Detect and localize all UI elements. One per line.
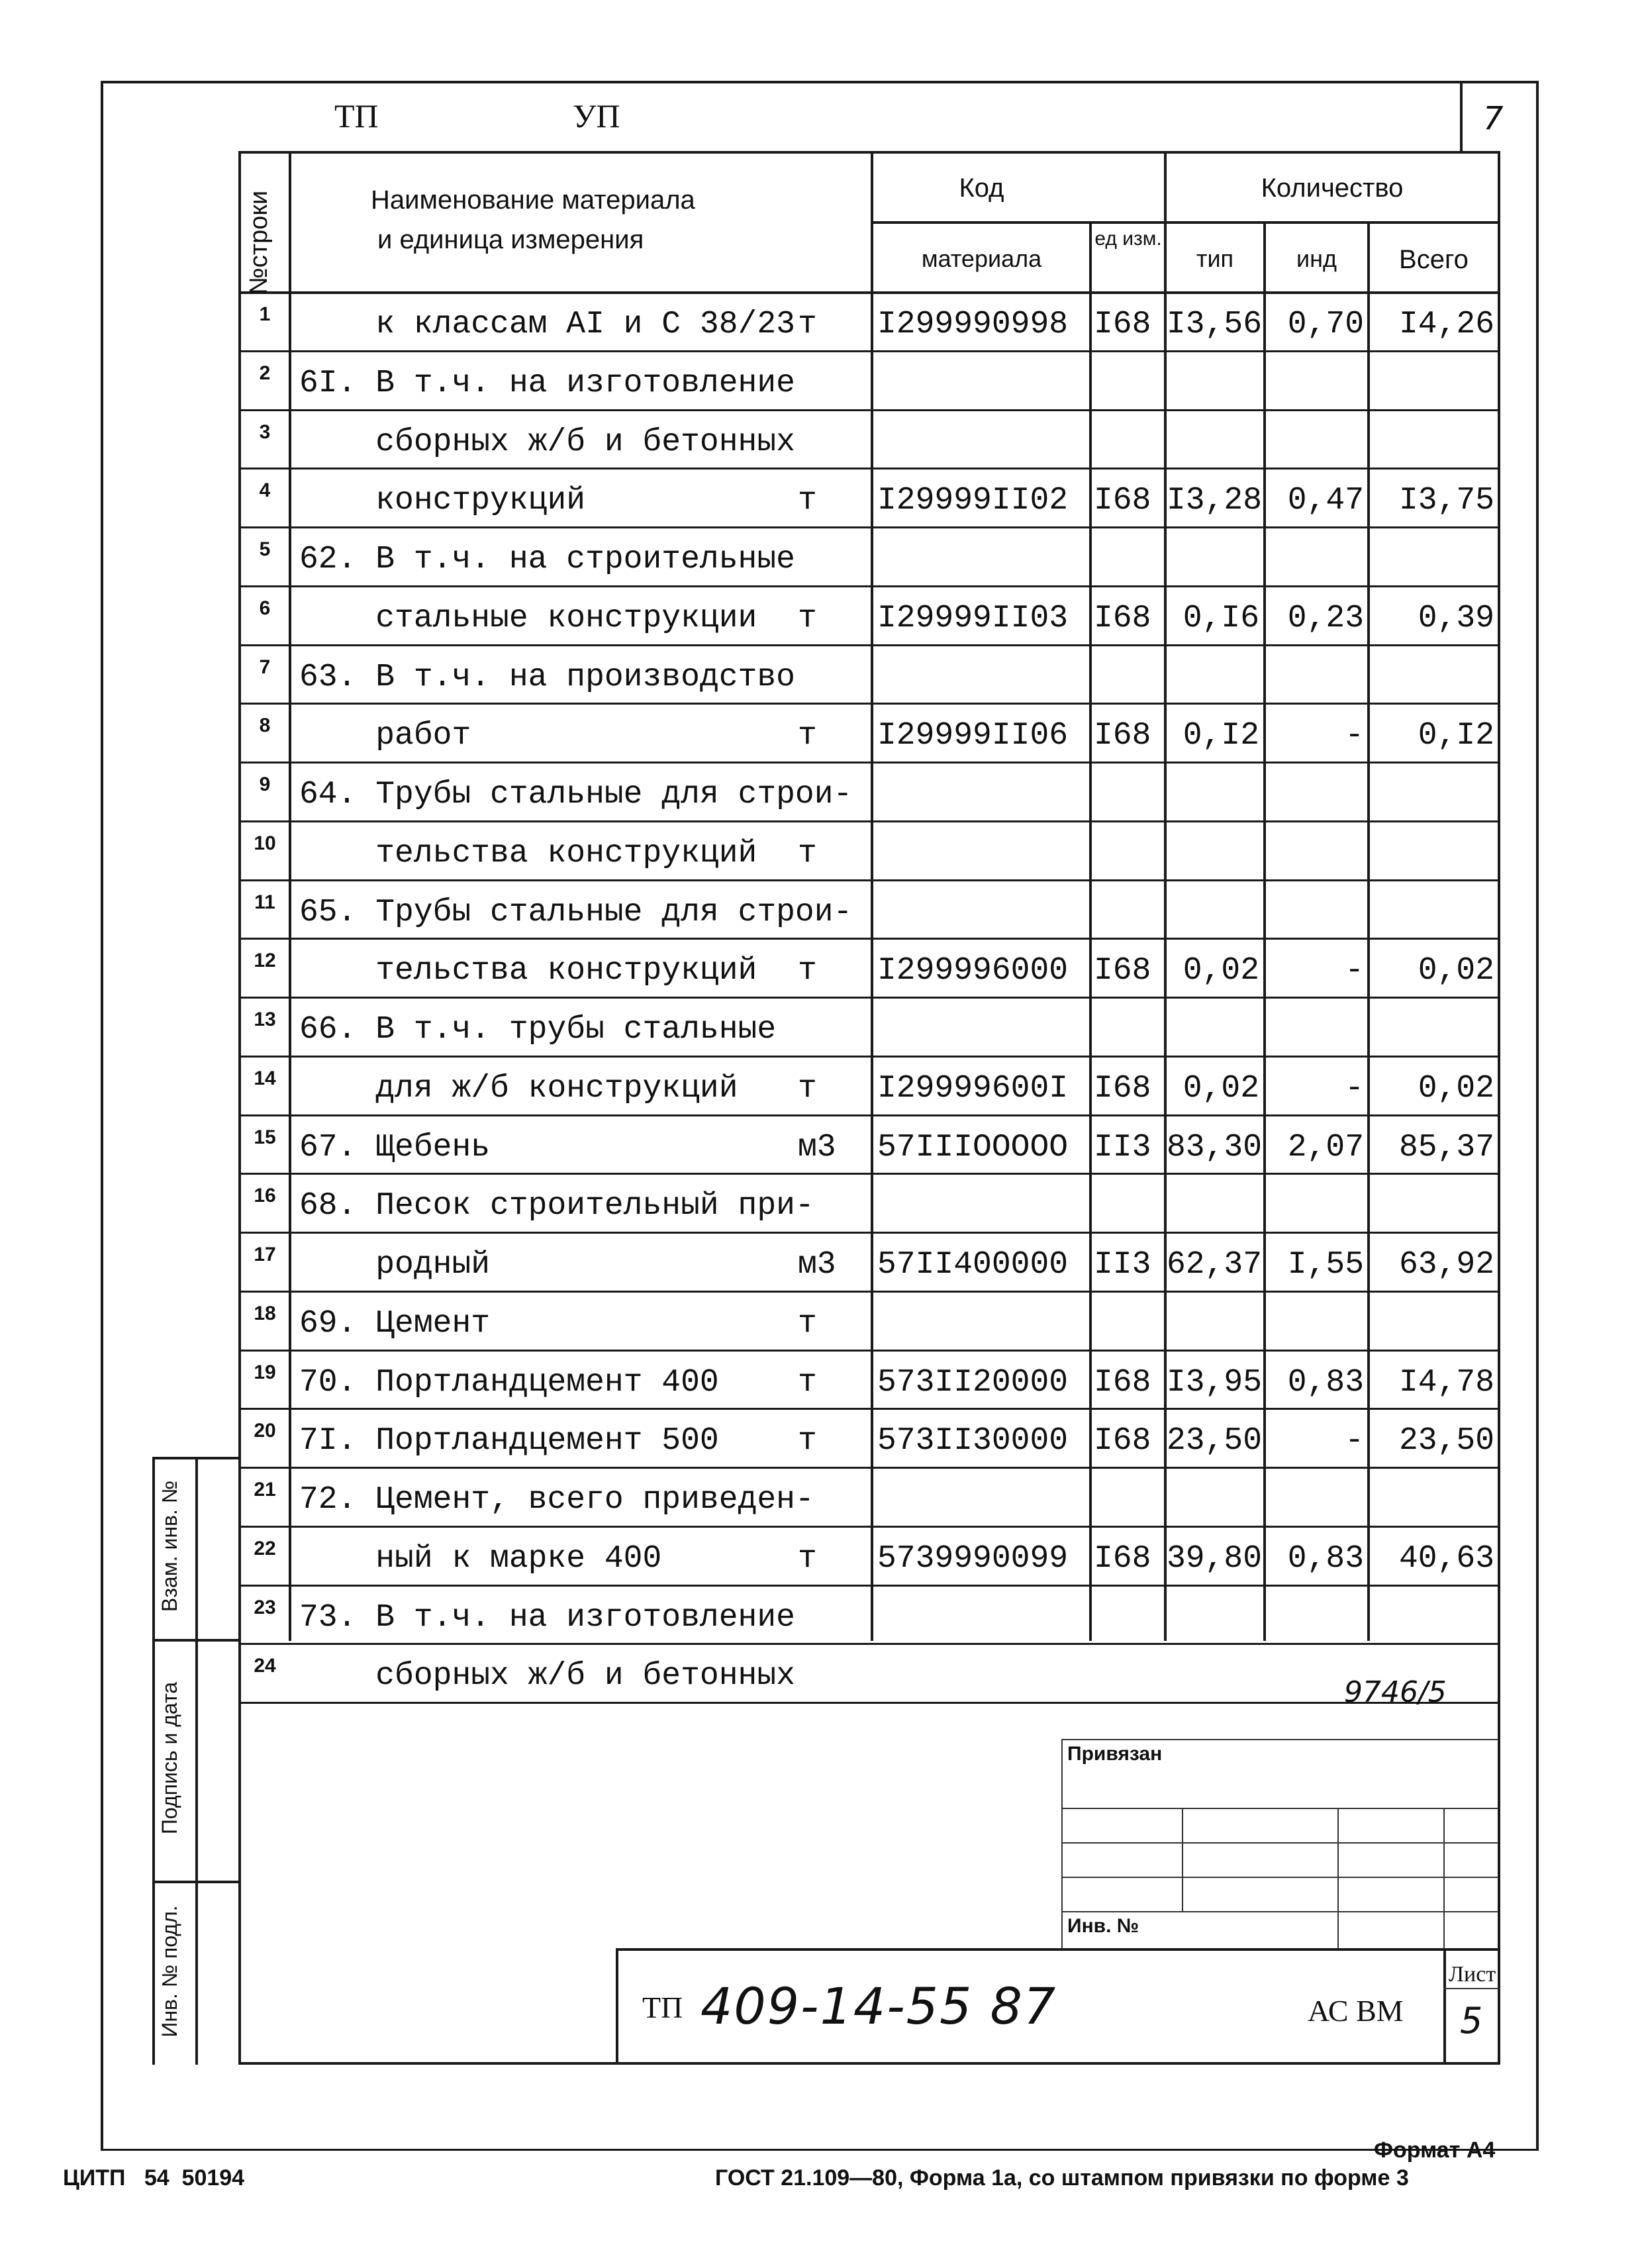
row-cell-code: I29999II03	[877, 601, 1069, 636]
side-stamp-mid	[195, 1457, 198, 2065]
row-cell-code: I29999II06	[877, 718, 1069, 754]
row-divider	[238, 1173, 1500, 1175]
row-cell-name: ный к марке 400	[299, 1541, 662, 1577]
side-podpis-label: Подпись и дата	[158, 1681, 181, 1835]
row-cell-n: 8	[259, 715, 271, 736]
row-divider	[238, 350, 1500, 352]
table-top	[238, 151, 1500, 154]
header-page-divider	[1460, 81, 1463, 152]
row-divider	[238, 526, 1500, 528]
row-cell-name: 65. Трубы стальные для строи-	[299, 895, 853, 930]
row-cell-ind: -	[1345, 953, 1364, 989]
doc-number: 409-14-55 87	[700, 1977, 1057, 2036]
row-cell-ind: 0,83	[1287, 1365, 1364, 1401]
doc-section: АС ВМ	[1308, 1994, 1404, 2028]
side-vzam-label: Взам. инв. №	[158, 1480, 181, 1612]
header-code: Код	[959, 173, 1004, 203]
row-cell-unit: т	[798, 836, 817, 871]
row-cell-tip: 39,80	[1167, 1541, 1263, 1577]
row-cell-n: 14	[254, 1067, 276, 1089]
row-cell-unit: т	[798, 1423, 817, 1459]
header-rownum: №строки	[245, 190, 273, 295]
row-cell-total: I3,75	[1398, 483, 1494, 518]
row-cell-name: конструкций	[299, 483, 586, 518]
row-cell-ucode: I68	[1094, 1423, 1151, 1459]
row-cell-tip: 62,37	[1167, 1247, 1263, 1283]
header-tp: ТП	[334, 97, 379, 134]
list-label: Лист	[1449, 1962, 1496, 1987]
doc-prefix: ТП	[642, 1991, 683, 2024]
header-qty: Количество	[1261, 173, 1404, 203]
row-cell-n: 18	[254, 1303, 276, 1324]
stamp-privyazan-top	[1061, 1739, 1498, 1740]
row-cell-n: 3	[259, 421, 271, 443]
header-name-line1: Наименование материала	[371, 185, 695, 215]
row-cell-code: 573II20000	[877, 1365, 1069, 1401]
row-cell-name: сборных ж/б и бетонных	[299, 1658, 795, 1694]
stamp-grid-v3	[1443, 1808, 1445, 1949]
side-stamp-top	[152, 1457, 241, 1459]
stamp-privyazan-left	[1061, 1739, 1063, 1949]
row-cell-name: 72. Цемент, всего приведен-	[299, 1482, 814, 1518]
row-cell-unit: м3	[798, 1247, 836, 1283]
stamp-grid-3	[1061, 1877, 1498, 1878]
row-divider	[238, 1643, 1500, 1645]
side-stamp-sep1	[152, 1639, 241, 1642]
row-cell-n: 13	[254, 1009, 276, 1030]
row-cell-ucode: I68	[1094, 718, 1151, 754]
row-divider	[238, 1408, 1500, 1410]
row-cell-tip: 83,30	[1167, 1130, 1263, 1165]
row-cell-n: 22	[254, 1538, 276, 1559]
row-cell-code: 573II30000	[877, 1423, 1069, 1459]
row-cell-ucode: I68	[1094, 601, 1151, 636]
header-qty-type: тип	[1196, 245, 1234, 272]
row-divider	[238, 468, 1500, 469]
row-cell-ind: -	[1345, 1071, 1364, 1107]
row-cell-code: I29999600I	[877, 1071, 1069, 1107]
row-cell-n: 1	[259, 303, 271, 325]
stamp-grid-1	[1061, 1808, 1498, 1809]
row-cell-unit: т	[798, 307, 817, 342]
table-col-ucode	[1089, 222, 1092, 1641]
row-cell-name: 62. В т.ч. на строительные	[299, 542, 795, 577]
side-stamp-sep2	[152, 1881, 241, 1883]
row-cell-total: 40,63	[1398, 1541, 1494, 1577]
row-cell-tip: I3,95	[1167, 1365, 1263, 1401]
row-cell-total: 23,50	[1398, 1423, 1494, 1459]
row-divider	[238, 938, 1500, 940]
row-cell-n: 24	[254, 1655, 276, 1677]
row-cell-tip: I3,28	[1167, 483, 1263, 518]
row-cell-n: 9	[259, 773, 271, 795]
header-up: УП	[573, 97, 620, 134]
row-cell-ind: -	[1345, 1423, 1364, 1459]
row-cell-name: 70. Портландцемент 400	[299, 1365, 719, 1401]
frame-bottom	[101, 2149, 1539, 2151]
frame-right	[1536, 81, 1539, 2150]
row-cell-name: к классам AI и C 38/23	[299, 307, 795, 342]
row-cell-ind: -	[1345, 718, 1364, 754]
row-cell-name: 68. Песок строительный при-	[299, 1188, 814, 1224]
row-cell-tip: 0,02	[1183, 953, 1259, 989]
row-cell-n: 19	[254, 1361, 276, 1383]
frame-left	[101, 81, 103, 2150]
title-block-top	[616, 1948, 1500, 1951]
row-cell-name: 69. Цемент	[299, 1306, 491, 1342]
header-code-unit: ед изм.	[1094, 228, 1162, 250]
header-page-mark: 7	[1483, 100, 1504, 137]
row-cell-tip: 0,I6	[1183, 601, 1259, 636]
row-cell-name: для ж/б конструкций	[299, 1071, 738, 1107]
row-cell-unit: т	[798, 953, 817, 989]
row-cell-unit: т	[798, 1071, 817, 1107]
title-block-bottom	[616, 2062, 1500, 2065]
row-cell-total: 0,02	[1418, 953, 1494, 989]
row-cell-n: 15	[254, 1126, 276, 1148]
list-number: 5	[1460, 2000, 1483, 2042]
row-cell-name: 73. В т.ч. на изготовление	[299, 1600, 795, 1636]
row-divider	[238, 585, 1500, 587]
table-col-qty	[1164, 151, 1167, 1641]
row-cell-n: 6	[259, 597, 271, 619]
row-cell-n: 7	[259, 656, 271, 678]
row-cell-total: 0,39	[1418, 601, 1494, 636]
row-cell-unit: т	[798, 1541, 817, 1577]
table-right	[1498, 151, 1500, 2065]
row-cell-n: 12	[254, 950, 276, 971]
row-divider	[238, 1526, 1500, 1528]
row-cell-code: I29999II02	[877, 483, 1069, 518]
row-cell-total: I4,78	[1398, 1365, 1494, 1401]
row-divider	[238, 1350, 1500, 1352]
row-cell-name: 6I. В т.ч. на изготовление	[299, 366, 795, 401]
stamp-grid-4	[1061, 1911, 1498, 1912]
row-cell-n: 2	[259, 362, 271, 384]
row-cell-unit: м3	[798, 1130, 836, 1165]
row-cell-ind: 2,07	[1287, 1130, 1364, 1165]
row-cell-tip: I3,56	[1167, 307, 1263, 342]
row-cell-code: 5739990099	[877, 1541, 1069, 1577]
row-cell-name: тельства конструкций	[299, 836, 757, 871]
header-name-line2: и единица измерения	[377, 225, 644, 254]
row-cell-n: 4	[259, 479, 271, 501]
stamp-grid-2	[1061, 1842, 1498, 1844]
row-cell-ind: I,55	[1287, 1247, 1364, 1283]
row-cell-name: 63. В т.ч. на производство	[299, 660, 795, 695]
row-cell-name: стальные конструкции	[299, 601, 757, 636]
row-cell-tip: 0,02	[1183, 1071, 1259, 1107]
row-cell-name: сборных ж/б и бетонных	[299, 424, 795, 460]
row-cell-ind: 0,83	[1287, 1541, 1364, 1577]
title-block-left	[616, 1948, 618, 2065]
row-cell-code: 57IIIOOOOO	[877, 1130, 1069, 1165]
row-cell-ind: 0,23	[1287, 601, 1364, 636]
row-cell-total: I4,26	[1398, 307, 1494, 342]
row-cell-ucode: I68	[1094, 1365, 1151, 1401]
frame-top	[101, 81, 1539, 83]
table-col-code	[871, 151, 873, 1641]
row-cell-n: 11	[254, 891, 275, 913]
row-cell-ucode: I68	[1094, 1071, 1151, 1107]
handwritten-reference: 9746/5	[1344, 1675, 1447, 1709]
row-cell-name: 67. Щебень	[299, 1130, 491, 1165]
row-divider	[238, 1702, 1500, 1704]
row-cell-ucode: II3	[1094, 1247, 1151, 1283]
row-cell-name: 7I. Портландцемент 500	[299, 1423, 719, 1459]
row-cell-name: работ	[299, 718, 471, 754]
stamp-grid-v1	[1182, 1808, 1183, 1911]
row-cell-ucode: II3	[1094, 1130, 1151, 1165]
footer-left: ЦИТП 54 50194	[63, 2165, 245, 2191]
row-cell-name: 66. В т.ч. трубы стальные	[299, 1012, 777, 1048]
row-cell-name: тельства конструкций	[299, 953, 757, 989]
header-subdivider	[871, 221, 1500, 224]
row-divider	[238, 820, 1500, 822]
row-cell-n: 17	[254, 1244, 276, 1265]
row-divider	[238, 1056, 1500, 1058]
row-cell-ucode: I68	[1094, 953, 1151, 989]
row-cell-n: 16	[254, 1185, 276, 1207]
row-cell-name: родный	[299, 1247, 491, 1283]
row-divider	[238, 997, 1500, 999]
row-divider	[238, 703, 1500, 705]
row-cell-total: 63,92	[1398, 1247, 1494, 1283]
row-cell-unit: т	[798, 1365, 817, 1401]
row-cell-n: 20	[254, 1420, 276, 1442]
header-qty-ind: инд	[1296, 245, 1337, 272]
format-label: Формат А4	[1374, 2138, 1496, 2163]
row-cell-ind: 0,47	[1287, 483, 1364, 518]
list-cell-left	[1443, 1948, 1446, 2065]
row-cell-unit: т	[798, 1306, 817, 1342]
header-qty-total: Всего	[1399, 245, 1469, 274]
row-divider	[238, 762, 1500, 764]
footer-right: ГОСТ 21.109—80, Форма 1а, со штампом привязки по форме 3	[715, 2165, 1409, 2191]
row-cell-n: 5	[259, 538, 271, 560]
row-cell-n: 21	[254, 1479, 276, 1501]
row-cell-n: 23	[254, 1597, 276, 1618]
row-cell-name: 64. Трубы стальные для строи-	[299, 777, 853, 813]
row-cell-unit: т	[798, 718, 817, 754]
row-cell-unit: т	[798, 601, 817, 636]
row-divider	[238, 409, 1500, 411]
row-cell-ucode: I68	[1094, 1541, 1151, 1577]
row-divider	[238, 1232, 1500, 1234]
row-cell-total: 0,I2	[1418, 718, 1494, 754]
list-cell-divider	[1443, 1988, 1500, 1989]
row-cell-tip: 23,50	[1167, 1423, 1263, 1459]
row-divider	[238, 1291, 1500, 1293]
stamp-privyazan-label: Привязан	[1067, 1743, 1163, 1765]
header-bottom	[238, 291, 1500, 294]
header-code-material: материала	[921, 245, 1042, 272]
row-cell-code: I299996000	[877, 953, 1069, 989]
row-cell-total: 85,37	[1398, 1130, 1494, 1165]
row-divider	[238, 1114, 1500, 1116]
row-cell-ucode: I68	[1094, 483, 1151, 518]
row-cell-code: 57II400000	[877, 1247, 1069, 1283]
side-stamp-left	[152, 1457, 155, 2065]
row-cell-unit: т	[798, 483, 817, 518]
stamp-grid-v2	[1337, 1808, 1339, 1949]
table-col-rownum	[289, 151, 291, 1641]
row-divider	[238, 879, 1500, 881]
row-cell-ucode: I68	[1094, 307, 1151, 342]
row-cell-n: 10	[254, 832, 276, 854]
table-bottom-left	[238, 2062, 617, 2065]
row-divider	[238, 1467, 1500, 1469]
stamp-inv-label: Инв. №	[1067, 1915, 1139, 1937]
row-cell-code: I299990998	[877, 307, 1069, 342]
row-divider	[238, 1585, 1500, 1587]
row-cell-tip: 0,I2	[1183, 718, 1259, 754]
row-cell-ind: 0,70	[1287, 307, 1364, 342]
row-divider	[238, 644, 1500, 646]
row-cell-total: 0,02	[1418, 1071, 1494, 1107]
side-inv-podl-label: Инв. № подл.	[158, 1905, 181, 2038]
